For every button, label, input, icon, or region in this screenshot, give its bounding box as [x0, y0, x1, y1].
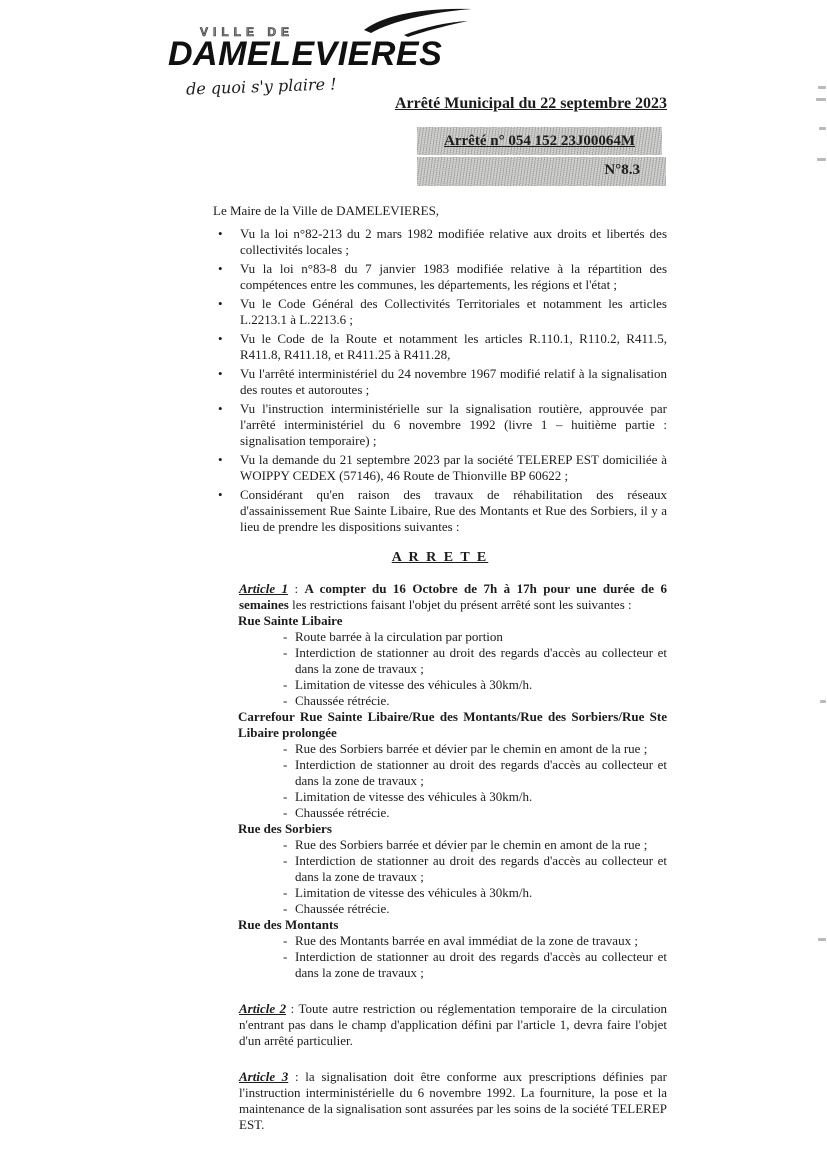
arrete-ref: N°8.3: [604, 162, 640, 178]
restriction-item: [283, 629, 667, 645]
article-1-rest-text: les restrictions faisant l'objet du présent arrêté sont les suivantes :: [288, 597, 632, 612]
recital-item: [213, 331, 667, 363]
recital-text: Considérant qu'en raison des travaux de réhabilitation des réseaux d'assainissement Rue Sainte Libaire, Rue des Montants et Rue des Sorbiers, il y a lieu de prendre les dispositions suivantes :: [240, 487, 667, 534]
restriction-item: [283, 837, 667, 853]
scan-artifact: [819, 127, 826, 130]
restriction-item: [283, 853, 667, 885]
recital-item: [213, 401, 667, 449]
logo-city-name: DAMELEVIERES: [168, 35, 443, 73]
logo-tagline: de quoi s'y plaire !: [185, 74, 337, 99]
recital-item: [213, 366, 667, 398]
restriction-text: Chaussée rétrécie.: [295, 693, 390, 708]
article-1-colon: :: [288, 581, 305, 596]
dash-icon: -: [283, 677, 288, 692]
recital-text: Vu la loi n°83-8 du 7 janvier 1983 modifiée relative à la répartition des compétences entre les communes, les départements, les régions et l'état ;: [240, 261, 667, 292]
article-2-text: Toute autre restriction ou réglementation temporaire de la circulation n'entrant pas dans le champ d'application défini par l'article 1, devra faire l'objet d'un arrêté particulier.: [239, 1001, 667, 1048]
document-title: Arrêté Municipal du 22 septembre 2023: [394, 95, 668, 112]
street-section: [213, 709, 667, 821]
recital-item: [213, 226, 667, 258]
street-section: [213, 613, 667, 709]
bullet-icon: •: [218, 261, 223, 276]
restriction-text: Interdiction de stationner au droit des regards d'accès au collecteur et dans la zone de travaux ;: [295, 645, 667, 676]
article-3-label: Article 3: [239, 1069, 289, 1084]
bullet-icon: •: [218, 452, 223, 467]
article-3-paragraph: [239, 1069, 667, 1133]
restriction-list: [283, 837, 667, 917]
restriction-item: [283, 693, 667, 709]
article-3-text: la signalisation doit être conforme aux prescriptions définies par l'instruction interministérielle du 6 novembre 1992. La fourniture, la pose et la maintenance de la signalisation sont assurées par les soins de la société TELEREP EST.: [239, 1069, 667, 1132]
street-heading: Rue Sainte Libaire: [238, 613, 343, 628]
dash-icon: -: [283, 693, 288, 708]
dash-icon: -: [283, 789, 288, 804]
recital-text: Vu la loi n°82-213 du 2 mars 1982 modifiée relative aux droits et libertés des collectivités locales ;: [240, 226, 667, 257]
street-section: [213, 821, 667, 917]
recital-item: [213, 452, 667, 484]
restriction-text: Rue des Montants barrée en aval immédiat de la zone de travaux ;: [295, 933, 638, 948]
dash-icon: -: [283, 933, 288, 948]
arrete-number: Arrêté n° 054 152 23J00064M: [444, 132, 635, 149]
restriction-item: [283, 933, 667, 949]
restriction-item: [283, 949, 667, 981]
restriction-text: Route barrée à la circulation par portion: [295, 629, 503, 644]
document-body: [213, 203, 667, 1133]
recital-text: Vu le Code de la Route et notamment les articles R.110.1, R110.2, R411.5, R411.8, R411.18, et R411.25 à R411.28,: [240, 331, 667, 362]
dash-icon: -: [283, 805, 288, 820]
restriction-list: [283, 629, 667, 709]
arrete-number-band: [417, 127, 662, 155]
bullet-icon: •: [218, 296, 223, 311]
dash-icon: -: [283, 757, 288, 772]
street-heading: Rue des Montants: [238, 917, 339, 932]
intro-line: Le Maire de la Ville de DAMELEVIERES,: [213, 203, 440, 218]
dash-icon: -: [283, 949, 288, 964]
street-section: [213, 917, 667, 981]
scan-artifact: [817, 158, 826, 161]
dash-icon: -: [283, 837, 288, 852]
restriction-text: Rue des Sorbiers barrée et dévier par le chemin en amont de la rue ;: [295, 741, 648, 756]
scan-artifact: [818, 86, 826, 89]
article-1-bold-text: A compter du 16 Octobre de 7h à 17h pour une durée de 6 semaines: [239, 581, 667, 612]
scan-artifact: [818, 938, 826, 941]
restriction-item: [283, 805, 667, 821]
street-heading: Carrefour Rue Sainte Libaire/Rue des Montants/Rue des Sorbiers/Rue Ste Libaire prolongée: [238, 709, 667, 740]
scan-artifact: [820, 700, 826, 703]
recital-text: Vu la demande du 21 septembre 2023 par la société TELEREP EST domiciliée à WOIPPY CEDEX (57146), 46 Route de Thionville BP 60622 ;: [240, 452, 667, 483]
recital-item: [213, 487, 667, 535]
dash-icon: -: [283, 645, 288, 660]
article-2-colon: :: [286, 1001, 299, 1016]
bullet-icon: •: [218, 226, 223, 241]
restriction-text: Interdiction de stationner au droit des regards d'accès au collecteur et dans la zone de travaux ;: [295, 757, 667, 788]
recital-item: [213, 296, 667, 328]
restriction-text: Chaussée rétrécie.: [295, 805, 390, 820]
restriction-text: Rue des Sorbiers barrée et dévier par le chemin en amont de la rue ;: [295, 837, 648, 852]
restriction-list: [283, 741, 667, 821]
article-3-colon: :: [288, 1069, 306, 1084]
dash-icon: -: [283, 885, 288, 900]
restriction-text: Limitation de vitesse des véhicules à 30km/h.: [295, 677, 533, 692]
scan-artifact: [816, 98, 826, 101]
dash-icon: -: [283, 901, 288, 916]
street-heading: Rue des Sorbiers: [238, 821, 332, 836]
logo-ville-de-text: VILLE DE: [200, 25, 295, 39]
restriction-list: [283, 933, 667, 981]
bullet-icon: •: [218, 401, 223, 416]
restriction-item: [283, 901, 667, 917]
restriction-text: Limitation de vitesse des véhicules à 30km/h.: [295, 789, 533, 804]
article-2-paragraph: [239, 1001, 667, 1049]
article-2-label: Article 2: [239, 1001, 287, 1016]
dash-icon: -: [283, 629, 288, 644]
bullet-icon: •: [218, 331, 223, 346]
recital-text: Vu l'arrêté interministériel du 24 novembre 1967 modifié relatif à la signalisation des routes et autoroutes ;: [240, 366, 667, 397]
restriction-item: [283, 645, 667, 677]
restriction-item: [283, 757, 667, 789]
article-1-label: Article 1: [239, 581, 289, 596]
article-1-paragraph: [239, 581, 667, 613]
arrete-heading: A R R E T E: [391, 550, 489, 565]
recital-text: Vu le Code Général des Collectivités Territoriales et notamment les articles L.2213.1 à L.2213.6 ;: [240, 296, 667, 327]
restriction-item: [283, 677, 667, 693]
dash-icon: -: [283, 741, 288, 756]
recital-text: Vu l'instruction interministérielle sur la signalisation routière, approuvée par l'arrêté interministériel du 6 novembre 1992 (livre 1 – huitième partie : signalisation temporaire) ;: [240, 401, 667, 448]
restriction-item: [283, 789, 667, 805]
restriction-item: [283, 741, 667, 757]
recitals-list: [213, 226, 667, 535]
restriction-text: Limitation de vitesse des véhicules à 30km/h.: [295, 885, 533, 900]
arrete-ref-band: [417, 157, 666, 186]
dash-icon: -: [283, 853, 288, 868]
bullet-icon: •: [218, 366, 223, 381]
restriction-text: Interdiction de stationner au droit des regards d'accès au collecteur et dans la zone de travaux ;: [295, 853, 667, 884]
restriction-item: [283, 885, 667, 901]
recital-item: [213, 261, 667, 293]
restriction-text: Interdiction de stationner au droit des regards d'accès au collecteur et dans la zone de travaux ;: [295, 949, 667, 980]
logo-swoosh-icon: [362, 6, 474, 38]
bullet-icon: •: [218, 487, 223, 502]
restriction-text: Chaussée rétrécie.: [295, 901, 390, 916]
